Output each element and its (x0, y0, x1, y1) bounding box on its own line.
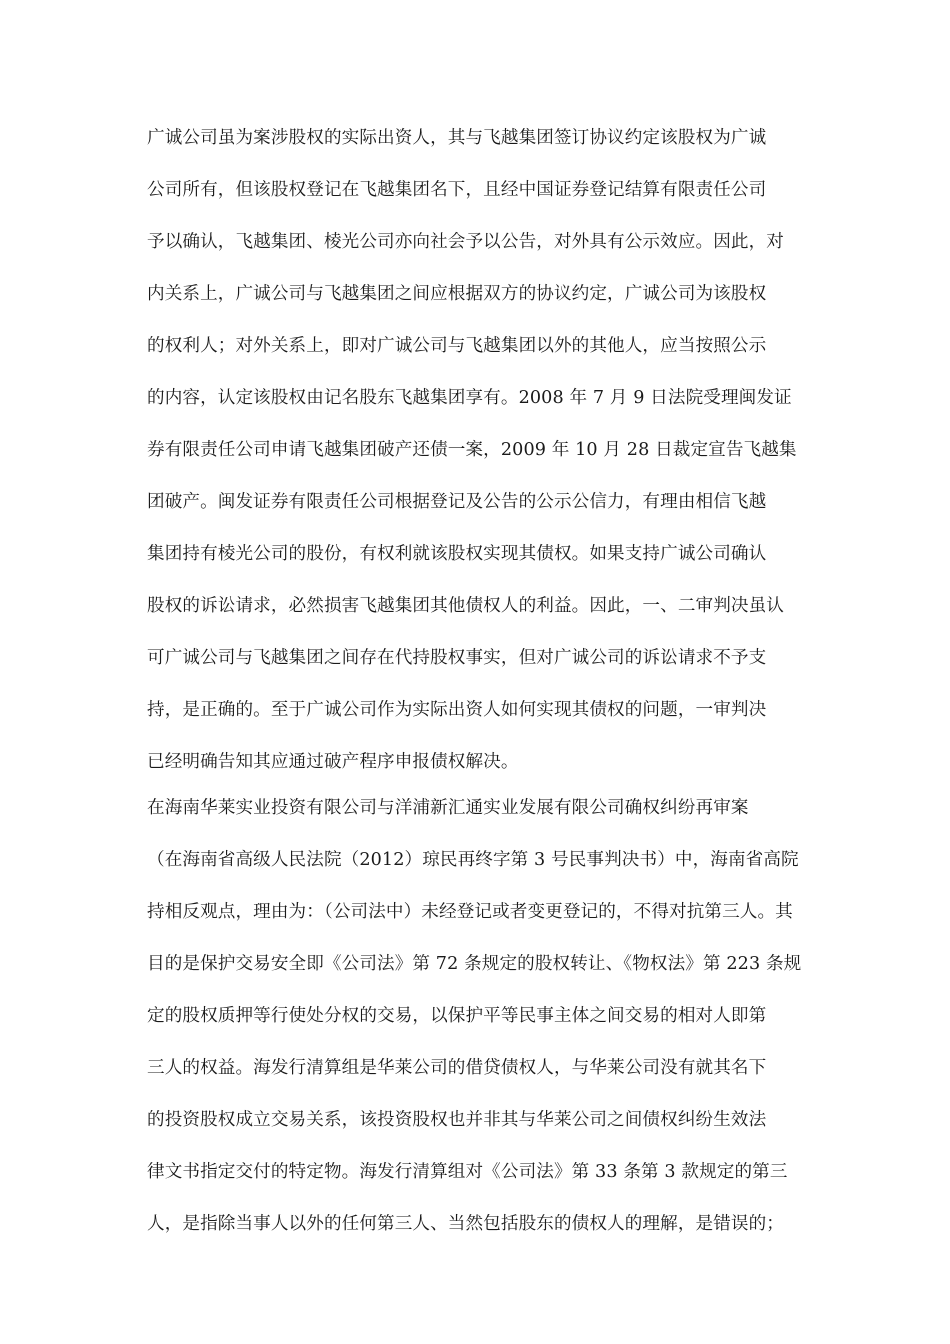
paragraph-line: 的权利人；对外关系上，即对广诚公司与飞越集团以外的其他人，应当按照公示 (147, 336, 767, 356)
paragraph-line: 目的是保护交易安全即《公司法》第 72 条规定的股权转让、《物权法》第 223 条规 (147, 954, 802, 974)
paragraph-line: 公司所有，但该股权登记在飞越集团名下，且经中国证券登记结算有限责任公司 (147, 180, 767, 200)
paragraph-line: 内关系上，广诚公司与飞越集团之间应根据双方的协议约定，广诚公司为该股权 (147, 284, 767, 304)
paragraph-line: 三人的权益。海发行清算组是华莱公司的借贷债权人，与华莱公司没有就其名下 (147, 1058, 767, 1078)
paragraph-line: 团破产。闽发证券有限责任公司根据登记及公告的公示公信力，有理由相信飞越 (147, 492, 767, 512)
paragraph-line: 持，是正确的。至于广诚公司作为实际出资人如何实现其债权的问题，一审判决 (147, 700, 767, 720)
paragraph-line: 持相反观点，理由为：（公司法中）未经登记或者变更登记的，不得对抗第三人。其 (147, 902, 793, 922)
paragraph-line: 律文书指定交付的特定物。海发行清算组对《公司法》第 33 条第 3 款规定的第三 (147, 1162, 788, 1182)
paragraph-line: 的投资股权成立交易关系，该投资股权也并非其与华莱公司之间债权纠纷生效法 (147, 1110, 767, 1130)
paragraph-line: 的内容，认定该股权由记名股东飞越集团享有。2008 年 7 月 9 日法院受理闽发证 (147, 388, 792, 408)
paragraph-line: （在海南省高级人民法院（2012）琼民再终字第 3 号民事判决书）中，海南省高院 (147, 850, 799, 870)
paragraph-line: 可广诚公司与飞越集团之间存在代持股权事实，但对广诚公司的诉讼请求不予支 (147, 648, 767, 668)
paragraph-line: 集团持有棱光公司的股份，有权利就该股权实现其债权。如果支持广诚公司确认 (147, 544, 767, 564)
paragraph-line: 股权的诉讼请求，必然损害飞越集团其他债权人的利益。因此，一、二审判决虽认 (147, 596, 784, 616)
paragraph-line: 人，是指除当事人以外的任何第三人、当然包括股东的债权人的理解，是错误的； (147, 1214, 784, 1234)
paragraph-line: 已经明确告知其应通过破产程序申报债权解决。 (147, 752, 519, 772)
paragraph-line: 予以确认，飞越集团、棱光公司亦向社会予以公告，对外具有公示效应。因此，对 (147, 232, 784, 252)
paragraph-line: 定的股权质押等行使处分权的交易，以保护平等民事主体之间交易的相对人即第 (147, 1006, 767, 1026)
paragraph-line: 在海南华莱实业投资有限公司与洋浦新汇通实业发展有限公司确权纠纷再审案 (147, 798, 749, 818)
paragraph-line: 券有限责任公司申请飞越集团破产还债一案，2009 年 10 月 28 日裁定宣告飞越集 (147, 440, 797, 460)
paragraph-line: 广诚公司虽为案涉股权的实际出资人，其与飞越集团签订协议约定该股权为广诚 (147, 128, 767, 148)
